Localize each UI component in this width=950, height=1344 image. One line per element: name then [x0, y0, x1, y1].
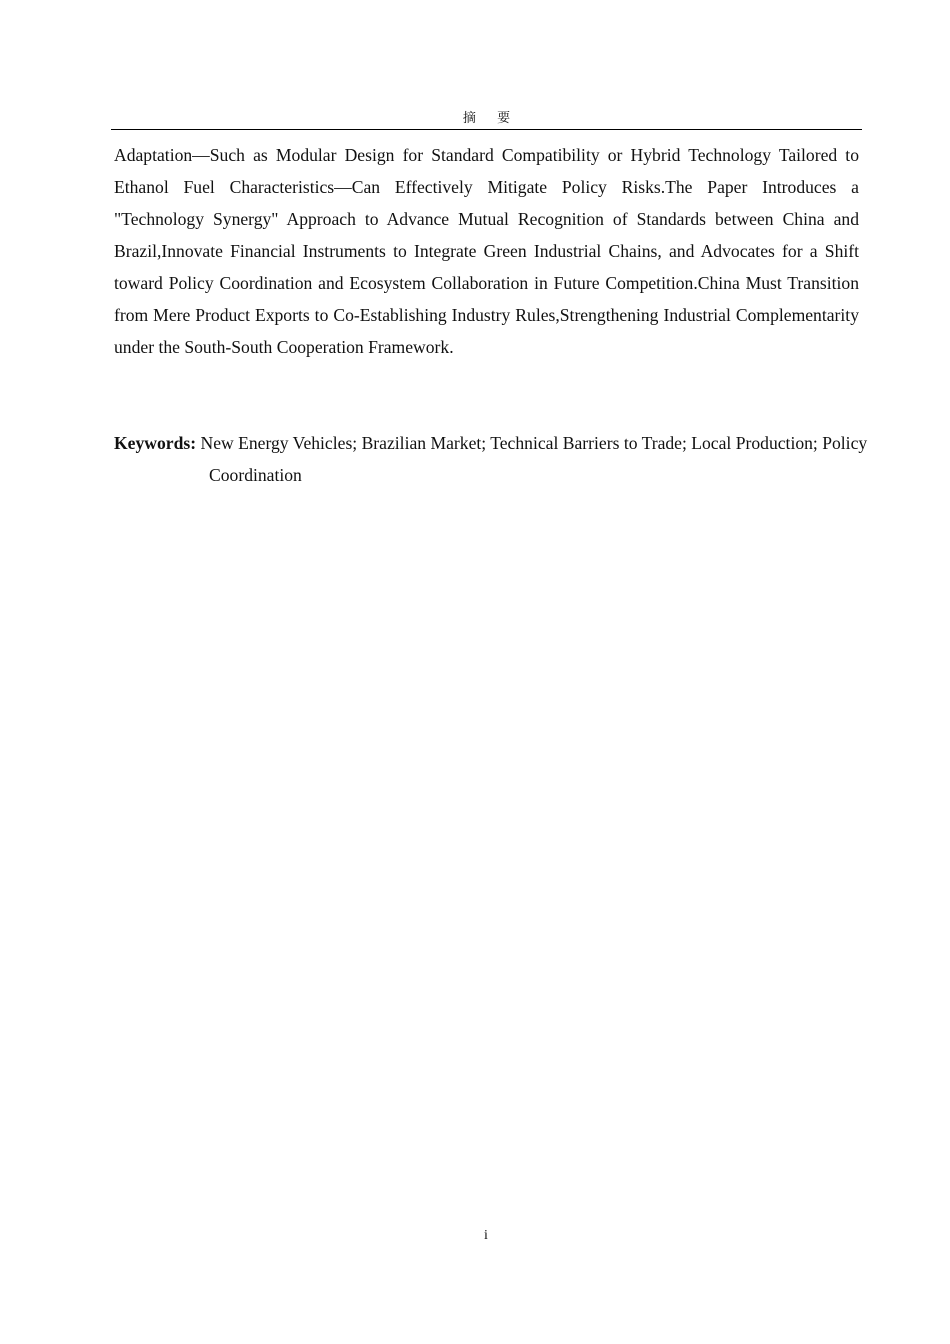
header-title: 摘 要: [462, 110, 520, 125]
running-header: [111, 108, 862, 130]
abstract-paragraph: Adaptation—Such as Modular Design for Standard Compatibility or Hybrid Technology Tailored to Ethanol Fuel Characteristics—Can Effectively Mitigate Policy Risks.The Paper Introduces a "Technology Synergy" Approach to Advance Mutual Recognition of Standards between China and Brazil,Innovate Financial Instruments to Integrate Green Industrial Chains, and Advocates for a Shift toward Policy Coordination and Ecosystem Collaboration in Future Competition.China Must Transition from Mere Product Exports to Co-Establishing Industry Rules,Strengthening Industrial Complementarity under the South-South Cooperation Framework.: [114, 145, 859, 357]
keywords-list: New Energy Vehicles; Brazilian Market; Technical Barriers to Trade; Local Production; Policy Coordination: [200, 433, 868, 485]
keywords-line: [114, 427, 894, 491]
keywords-label: Keywords:: [114, 433, 197, 453]
page-number: i: [484, 1228, 488, 1243]
